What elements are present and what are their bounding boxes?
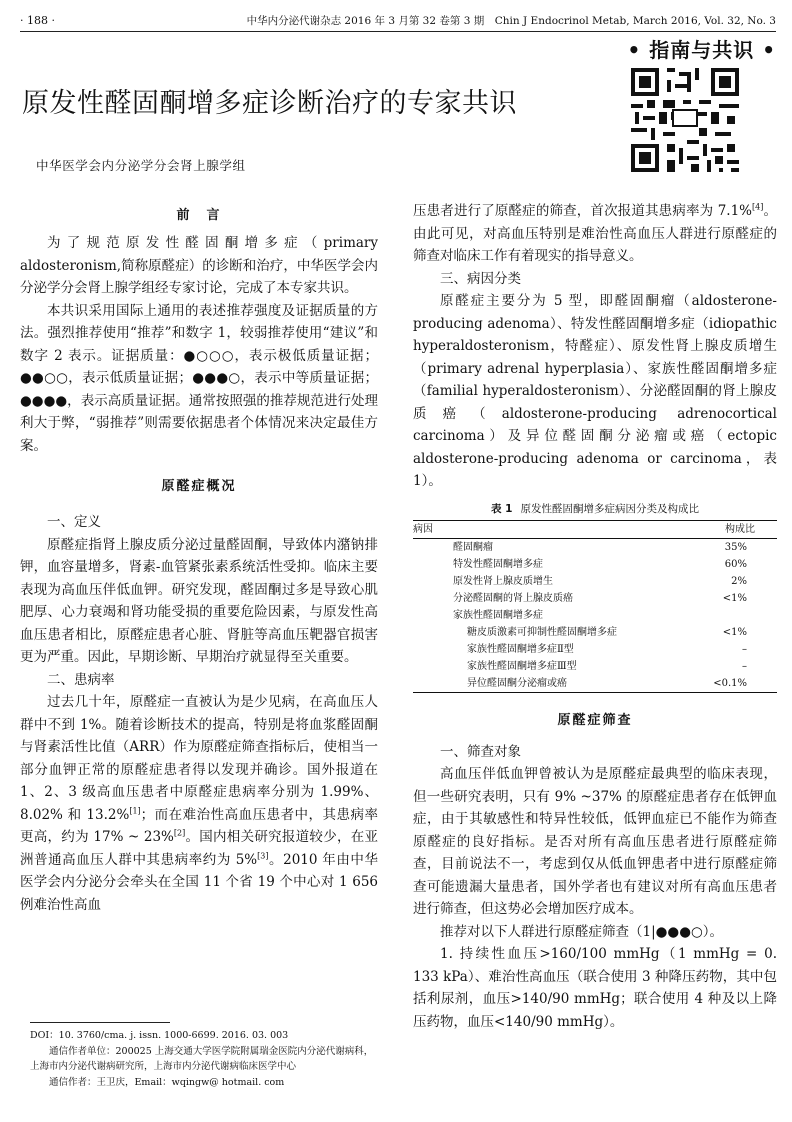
etiology-table [413,520,777,693]
screening-target-paragraph: 高血压伴低血钾曾被认为是原醛症最典型的临床表现，但一些研究表明，只有 9% ~37% 的原醛症患者存在低钾血症，由于其敏感性和特异性较低，低钾血症已不能作为筛查原醛症的良好指标。是否对所有高血压患者进行原醛症筛查，目前说法不一，考虑到仅从低血钾患者中进行原醛症筛查可能遗漏大量患者，国外学者也有建议对所有高血压患者进行筛查，但这势必会增加医疗成本。 [413,766,777,917]
table-row [413,624,777,641]
overview-heading: 原醛症概况 [161,479,237,494]
definition-paragraph: 原醛症指肾上腺皮质分泌过量醛固酮，导致体内潴钠排钾，血容量增多，肾素-血管紧张素系统活性受抑。临床主要表现为高血压伴低血钾。研究发现，醛固酮过多是导致心肌肥厚、心力衰竭和肾功能受损的重要危险因素，与原发性高血压患者相比，原醛症患者心脏、肾脏等高血压靶器官损害更为严重。因此，早期诊断、早期治疗就显得至关重要。 [20,536,378,665]
header-rule [20,31,776,32]
table-row [413,607,777,624]
article-title: 原发性醛固酮增多症诊断治疗的专家共识 [22,88,517,119]
screening-heading: 原醛症筛查 [557,712,633,728]
running-header [20,13,776,29]
preface-heading: 前 言 [176,208,222,223]
table-row [413,556,777,573]
ratio-cell: 60% [724,558,747,570]
affiliation-note: 通信作者单位：200025 上海交通大学医学院附属瑞金医院内分泌代谢病科，上海市内分泌代谢病研究所，上海市内分泌代谢病临床医学中心 [30,1045,374,1072]
page-number: · 188 · [20,14,55,27]
citation-1: [1] [129,806,141,815]
footnote-rule [30,1022,170,1023]
ratio-cell: – [742,643,747,655]
ratio-cell: <0.1% [657,675,777,693]
ratio-cell: 35% [724,541,747,553]
cause-cell: 特发性醛固酮增多症 [453,558,543,570]
table-row [413,658,777,675]
ratio-cell [657,607,777,624]
cause-cell: 家族性醛固酮增多症Ⅱ型 [467,643,574,655]
corresponding-author-note: 通信作者：王卫庆，Email：wqingw@ hotmail. com [49,1076,285,1088]
column-tag: • 指南与共识 • [627,38,776,62]
citation-2: [2] [173,828,186,838]
doi-note: DOI：10. 3760/cma. j. issn. 1000-6699. 2016. 03. 003 [30,1030,289,1041]
table-row [413,573,777,590]
prevalence-text-d: 。2010 年由中华医学会内分泌分会牵头在全国 11 个省 19 个中心对 1 656 例难治性高血 [20,851,378,913]
screening-target-heading: 一、筛查对象 [440,743,521,760]
preface-paragraph-2: 本共识采用国际上通用的表述推荐强度及证据质量的方法。强烈推荐使用“推荐”和数字 1，较弱推荐使用“建议”和数字 2 表示。证据质量：●○○○，表示极低质量证据；●●○○，表示低质量证据；●●●○，表示中等质量证据；●●●●，表示高质量证据。通常按照强的推荐规范进行处理利大于弊，“弱推荐”则需要依据患者个体情况来决定最佳方案。 [20,302,378,454]
preface-paragraph-1: 为了规范原发性醛固酮增多症（primary aldosteronism,简称原醛症）的诊断和治疗，中华医学会内分泌学分会肾上腺学组经专家讨论，完成了本专家共识。 [20,235,378,296]
ratio-cell: <1% [722,626,747,638]
right-column [413,200,777,1033]
table-row [413,590,777,607]
table-caption [413,501,777,517]
cause-cell: 糖皮质激素可抑制性醛固酮增多症 [467,626,617,638]
table-caption-text: 原发性醛固酮增多症病因分类及构成比 [520,502,699,515]
prevalence-heading: 二、患病率 [47,671,115,688]
screening-item-1: 1. 持续性血压>160/100 mmHg（1 mmHg = 0. 133 kPa）、难治性高血压（联合使用 3 种降压药物，其中包括利尿剂，血压>140/90 mmHg；联合使用 4 种及以上降压药物，血压<140/90 mmHg）。 [413,946,777,1030]
prevalence-text-b: ；而在难治性高血压患者中，其患病率更高，约为 17% ~ 23% [20,806,379,845]
table-1 [413,501,777,693]
cause-cell: 分泌醛固酮的肾上腺皮质癌 [453,592,573,604]
cause-cell: 异位醛固酮分泌瘤或癌 [413,675,657,693]
prevalence-continued [413,200,777,268]
prevalence-text-c: 。国内相关研究报道较少，在亚洲普通高血压人群中其患病率约为 5% [20,829,379,868]
ratio-cell: – [742,660,747,672]
prevalence-text-e: 压患者进行了原醛症的筛查，首次报道其患病率为 7.1% [413,203,753,219]
table-row [413,675,777,693]
cause-cell: 家族性醛固酮增多症Ⅲ型 [467,660,577,672]
prevalence-text-a: 过去几十年，原醛症一直被认为是少见病，在高血压人群中不到 1%。随着诊断技术的提高，特别是将血浆醛固酮与肾素活性比值（ARR）作为原醛症筛查指标后，使相当一部分血钾正常的原醛症患者得以发现并确诊。国外报道在 1、2、3 级高血压患者中原醛症患病率分别为 1.99%、8.02% 和 13.2% [20,694,378,823]
classification-paragraph: 原醛症主要分为 5 型，即醛固酮瘤（aldosterone-producing adenoma）、特发性醛固酮增多症（idiopathic hyperaldosteronism，特醛症）、原发性肾上腺皮质增生（primary adrenal hyperplasia）、家族性醛固酮增多症（familial hyperaldosteronism）、分泌醛固酮的肾上腺皮质癌（aldosterone-producing adrenocortical carcinoma）及异位醛固酮分泌瘤或癌（ectopic aldosterone-producing adenoma or carcinoma，表 1）。 [413,293,777,489]
cause-cell: 原发性肾上腺皮质增生 [453,575,553,587]
table-row [413,641,777,658]
table-header-row [413,520,777,538]
column-header-cause: 病因 [413,520,657,538]
ratio-cell: 2% [731,575,747,587]
definition-heading: 一、定义 [47,514,101,530]
table-row [413,538,777,556]
cause-cell: 家族性醛固酮增多症 [453,609,543,621]
qr-code-icon [631,68,739,172]
citation-4: [4] [752,202,764,212]
classification-heading: 三、病因分类 [440,270,521,287]
ratio-cell: <1% [722,592,747,604]
footnotes [30,1028,380,1090]
prevalence-paragraph [20,691,378,916]
journal-citation: 中华内分泌代谢杂志 2016 年 3 月第 32 卷第 3 期 Chin J Endocrinol Metab, March 2016, Vol. 32, No. 3 [246,15,776,27]
author-line: 中华医学会内分泌学分会肾上腺学组 [36,158,246,173]
table-label: 表 1 [491,502,513,515]
column-header-ratio: 构成比 [657,520,777,538]
citation-3: [3] [257,851,269,860]
cause-cell: 醛固酮瘤 [453,541,493,553]
prevalence-text-f: 。由此可见，对高血压特别是难治性高血压人群进行原醛症的筛查对临床工作有着现实的指导意义。 [413,203,778,264]
left-column [20,200,378,916]
screening-recommendation: 推荐对以下人群进行原醛症筛查（1|●●●○）。 [440,923,724,940]
